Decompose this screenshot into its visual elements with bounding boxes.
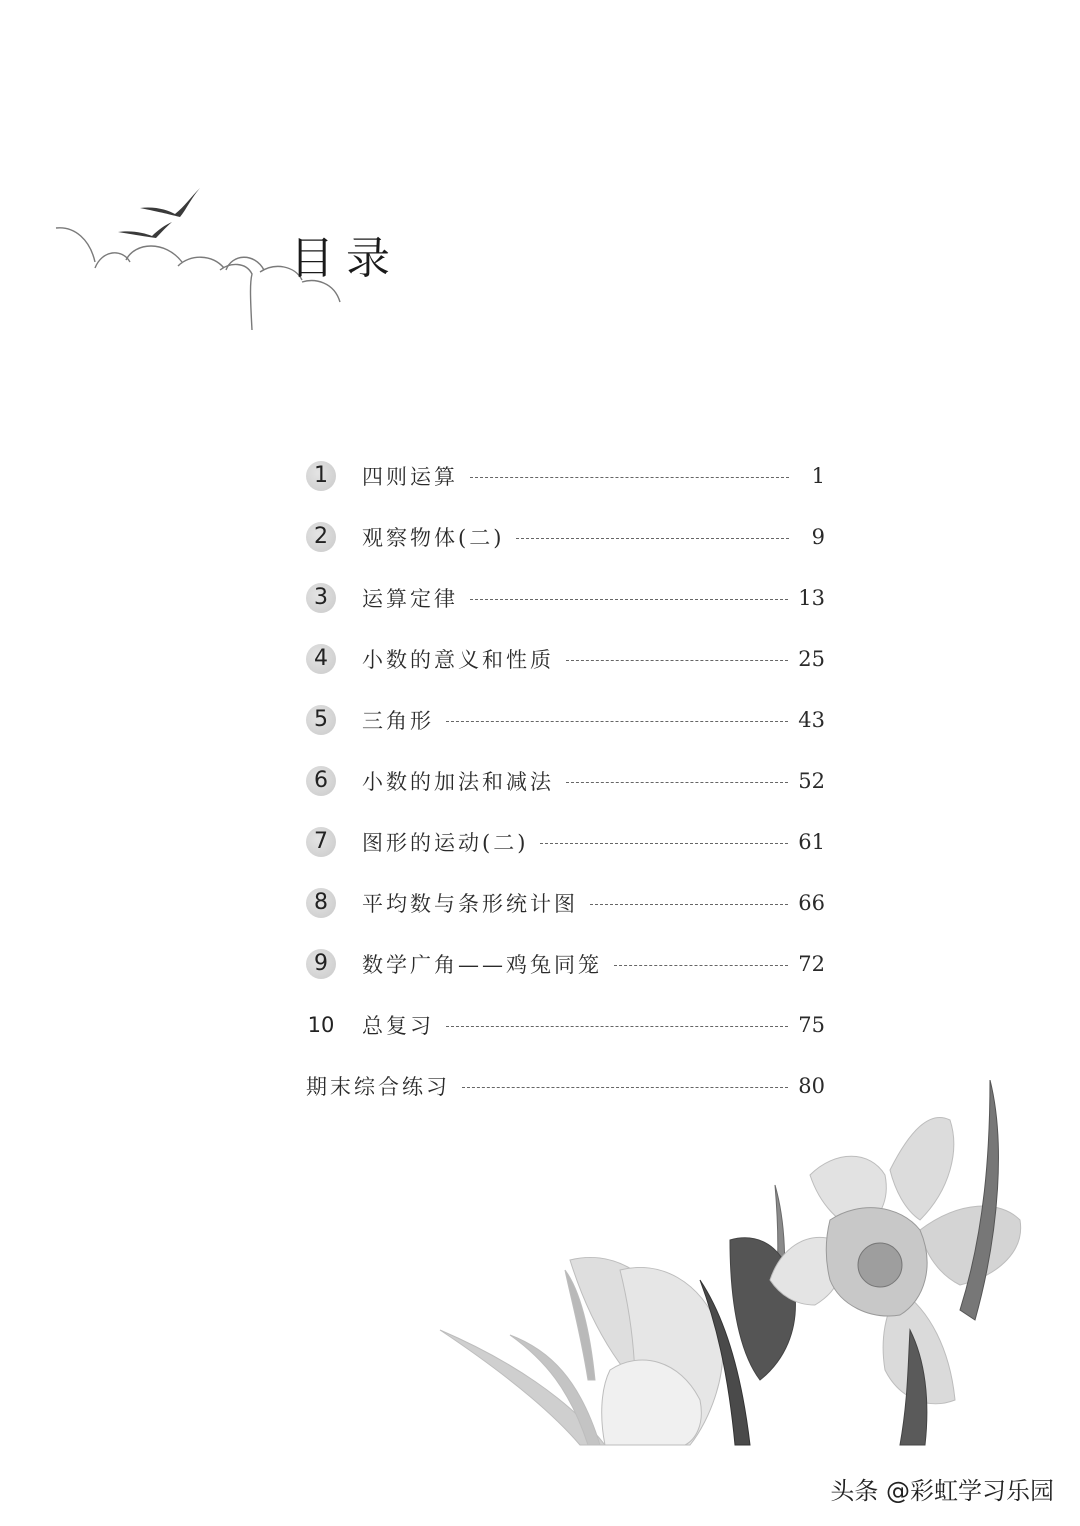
dotted-leader: [590, 904, 788, 905]
chapter-number-badge: 5: [306, 705, 336, 735]
page-number: 61: [798, 829, 825, 854]
toc-row-5[interactable]: [300, 689, 825, 750]
chapter-title: 运算定律: [362, 586, 458, 611]
toc-row-8[interactable]: [300, 872, 825, 933]
chapter-title: 观察物体(二): [362, 525, 505, 550]
chapter-number-badge: 6: [306, 766, 336, 796]
chapter-title: 总复习: [362, 1013, 434, 1038]
dotted-leader: [470, 477, 789, 478]
page-number: 1: [811, 463, 825, 488]
chapter-number-badge: 8: [306, 888, 336, 918]
chapter-title: 三角形: [362, 708, 434, 733]
chapter-title: 数学广角——鸡兔同笼: [362, 952, 602, 977]
dotted-leader: [540, 843, 788, 844]
page-number: 52: [798, 768, 825, 793]
dotted-leader: [470, 599, 788, 600]
page-number: 72: [798, 951, 825, 976]
birds-icon: [118, 188, 200, 238]
dotted-leader: [566, 660, 788, 661]
chapter-title: 平均数与条形统计图: [362, 891, 578, 916]
chapter-number-badge: 4: [306, 644, 336, 674]
dotted-leader: [566, 782, 788, 783]
page-number: 43: [798, 707, 825, 732]
chapter-title: 小数的加法和减法: [362, 769, 554, 794]
page-title: 目录: [290, 233, 402, 284]
toc-row-4[interactable]: [300, 628, 825, 689]
chapter-title: 期末综合练习: [306, 1074, 450, 1099]
toc-row-6[interactable]: [300, 750, 825, 811]
dotted-leader: [446, 1026, 788, 1027]
page-number: 75: [798, 1012, 825, 1037]
chapter-title: 图形的运动(二): [362, 830, 529, 855]
toc-row-7[interactable]: [300, 811, 825, 872]
table-of-contents: [300, 445, 825, 1116]
chapter-number-badge: 1: [306, 461, 336, 491]
chapter-title: 小数的意义和性质: [362, 647, 554, 672]
page-number: 25: [798, 646, 825, 671]
toc-row-9[interactable]: [300, 933, 825, 994]
dotted-leader: [446, 721, 788, 722]
watermark: 头条 @彩虹学习乐园: [830, 1477, 1054, 1505]
flowers-icon: [430, 1080, 1040, 1450]
toc-row-1[interactable]: [300, 445, 825, 506]
chapter-number-badge: 3: [306, 583, 336, 613]
chapter-number-badge: 7: [306, 827, 336, 857]
page-number: 9: [811, 524, 825, 549]
chapter-number-badge: 10: [307, 1012, 335, 1037]
toc-row-10[interactable]: [300, 994, 825, 1055]
toc-row-2[interactable]: [300, 506, 825, 567]
page-number: 13: [798, 585, 825, 610]
chapter-title: 四则运算: [362, 464, 458, 489]
page-number: 80: [798, 1073, 825, 1098]
page-number: 66: [798, 890, 825, 915]
chapter-number-badge: 2: [306, 522, 336, 552]
dotted-leader: [516, 538, 789, 539]
dotted-leader: [614, 965, 788, 966]
toc-row-3[interactable]: [300, 567, 825, 628]
chapter-number-badge: 9: [306, 949, 336, 979]
